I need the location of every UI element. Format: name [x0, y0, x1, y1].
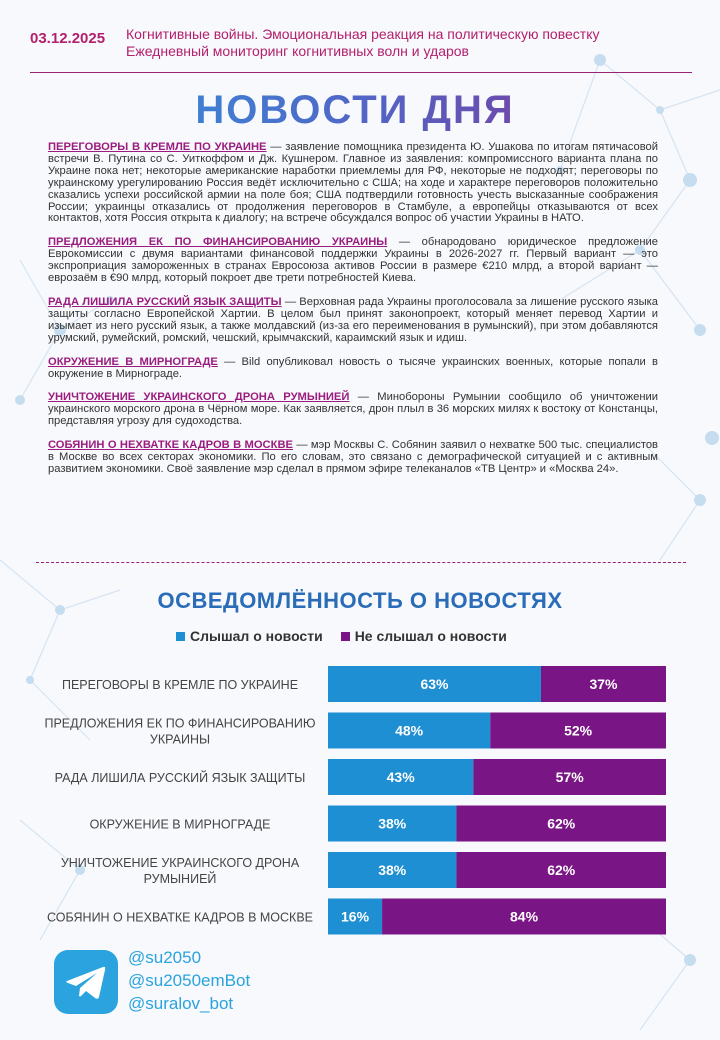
- news-text: — мэр Москвы С. Собянин заявил о нехватке 500 тыс. специалистов в Москве во всех секторах экономики. По его словам, это связано с демографической ситуацией и с активным развитием экономики. Своё заявление мэр сделал в прямом эфире телеканалов «ТВ Центр» и «Москва 24».: [48, 439, 658, 475]
- legend-item-heard: [176, 628, 323, 644]
- category-label: РАДА ЛИШИЛА РУССКИЙ ЯЗЫК ЗАЩИТЫ: [54, 771, 306, 785]
- legend-label-heard: Слышал о новости: [190, 628, 323, 644]
- category-label: СОБЯНИН О НЕХВАТКЕ КАДРОВ В МОСКВЕ: [46, 910, 314, 925]
- header-line-1: Когнитивные войны. Эмоциональная реакция на политическую повестку: [126, 26, 600, 42]
- social-handle-link[interactable]: @su2050: [128, 948, 202, 967]
- category-label: ПРЕДЛОЖЕНИЯ ЕК ПО ФИНАНСИРОВАНИЮ УКРАИНЫ: [44, 716, 316, 747]
- bar-value-label: 84%: [510, 908, 539, 925]
- bar-value-label: 38%: [378, 815, 407, 832]
- news-item: [48, 142, 658, 225]
- bar-value-label: 43%: [386, 769, 415, 785]
- section-divider: [36, 562, 686, 563]
- report-header: [126, 26, 599, 60]
- news-headline: ОКРУЖЕНИЕ В МИРНОГРАДЕ: [48, 355, 218, 368]
- news-text: — Верховная рада Украины проголосовала за лишение русского языка защиты согласно Европейской Хартии. В целом был принят законопроект, который меняет перевод Хартии и изымает из него русский язык, а также молдавский (из-за его переименования в румынский), при этом добавляются урумский, румейский, ромский, чешский, крымчакский, караимский язык и идиш.: [48, 295, 658, 344]
- header-line-2: Ежедневный мониторинг когнитивных волн и ударов: [126, 43, 469, 59]
- social-handle-link[interactable]: @suralov_bot: [128, 994, 234, 1013]
- news-item: [48, 237, 658, 285]
- awareness-bar-chart: [0, 656, 720, 940]
- bar-value-label: 62%: [547, 862, 576, 878]
- chart-title: ОСВЕДОМЛЁННОСТЬ О НОВОСТЯХ: [157, 588, 563, 613]
- news-text: — Bild опубликовал новость о тысяче украинских военных, которые попали в окружение в Мирнограде.: [48, 355, 658, 380]
- header-divider: [30, 72, 692, 73]
- legend-swatch-heard: [176, 632, 185, 641]
- news-text: — обнародовано юридическое предложение Еврокомиссии с двумя вариантами финансовой поддержки Украины в 2026-2027 гг. Первый вариант — это экспроприация замороженных в странах Евросоюза активов России в размере €210 млрд, а второй вариант — еврозаём в €90 млрд, который покроет две трети потребностей Киева.: [48, 236, 658, 285]
- news-headline: ПРЕДЛОЖЕНИЯ ЕК ПО ФИНАНСИРОВАНИЮ УКРАИНЫ: [48, 236, 388, 249]
- legend-swatch-not-heard: [341, 632, 350, 641]
- news-list: [48, 142, 658, 488]
- bar-value-label: 38%: [378, 862, 407, 878]
- news-item: [48, 440, 658, 476]
- category-label: УНИЧТОЖЕНИЕ УКРАИНСКОГО ДРОНА РУМЫНИЕЙ: [60, 856, 300, 886]
- chart-legend: [176, 628, 507, 644]
- bar-value-label: 63%: [420, 676, 449, 692]
- social-handles: [128, 946, 250, 1015]
- category-label: ПЕРЕГОВОРЫ В КРЕМЛЕ ПО УКРАИНЕ: [61, 678, 299, 692]
- page-title: НОВОСТИ ДНЯ: [0, 88, 710, 133]
- bar-value-label: 48%: [395, 722, 424, 739]
- bar-value-label: 16%: [341, 908, 370, 925]
- news-item: [48, 297, 658, 345]
- telegram-icon[interactable]: [54, 950, 118, 1014]
- report-date: 03.12.2025: [30, 30, 106, 47]
- legend-item-not-heard: [341, 628, 507, 644]
- news-headline: РАДА ЛИШИЛА РУССКИЙ ЯЗЫК ЗАЩИТЫ: [48, 295, 282, 308]
- news-item: [48, 392, 658, 428]
- bar-value-label: 37%: [589, 676, 618, 692]
- bar-value-label: 57%: [555, 769, 584, 785]
- bar-value-label: 62%: [547, 815, 576, 832]
- news-headline: УНИЧТОЖЕНИЕ УКРАИНСКОГО ДРОНА РУМЫНИЕЙ: [48, 391, 350, 404]
- news-headline: СОБЯНИН О НЕХВАТКЕ КАДРОВ В МОСКВЕ: [48, 439, 293, 452]
- legend-label-not-heard: Не слышал о новости: [354, 628, 507, 644]
- bar-value-label: 52%: [564, 722, 593, 739]
- social-handle-link[interactable]: @su2050emBot: [128, 971, 251, 990]
- news-text: — заявление помощника президента Ю. Ушакова по итогам пятичасовой встречи В. Путина со С. Уиткоффом и Дж. Кушнером. Главное из заявления: компромиссного варианта плана по Украине пока нет; некоторые американские наработки приемлемы для РФ, некоторые не подходят; переговоры по украинскому урегулированию Россия ведёт исключительно с США; на ходе и характере переговоров положительно сказались успехи российской армии на поле боя; США подтвердили готовность учесть высказанные соображения России; украинцы отказались от продолжения переговоров в Стамбуле, а европейцы отказываются от всех контактов, хотя Россия открыта к диалогу; на встрече обсуждался вопрос об участии Украины в НАТО.: [48, 141, 658, 225]
- news-text: — Минобороны Румынии сообщило об уничтожении украинского морского дрона в Чёрном море. Как заявляется, дрон плыл в 36 морских милях к востоку от Констанцы, представляя угрозу для судоходства.: [48, 391, 658, 428]
- category-label: ОКРУЖЕНИЕ В МИРНОГРАДЕ: [89, 817, 271, 832]
- news-headline: ПЕРЕГОВОРЫ В КРЕМЛЕ ПО УКРАИНЕ: [48, 141, 267, 153]
- news-item: [48, 357, 658, 381]
